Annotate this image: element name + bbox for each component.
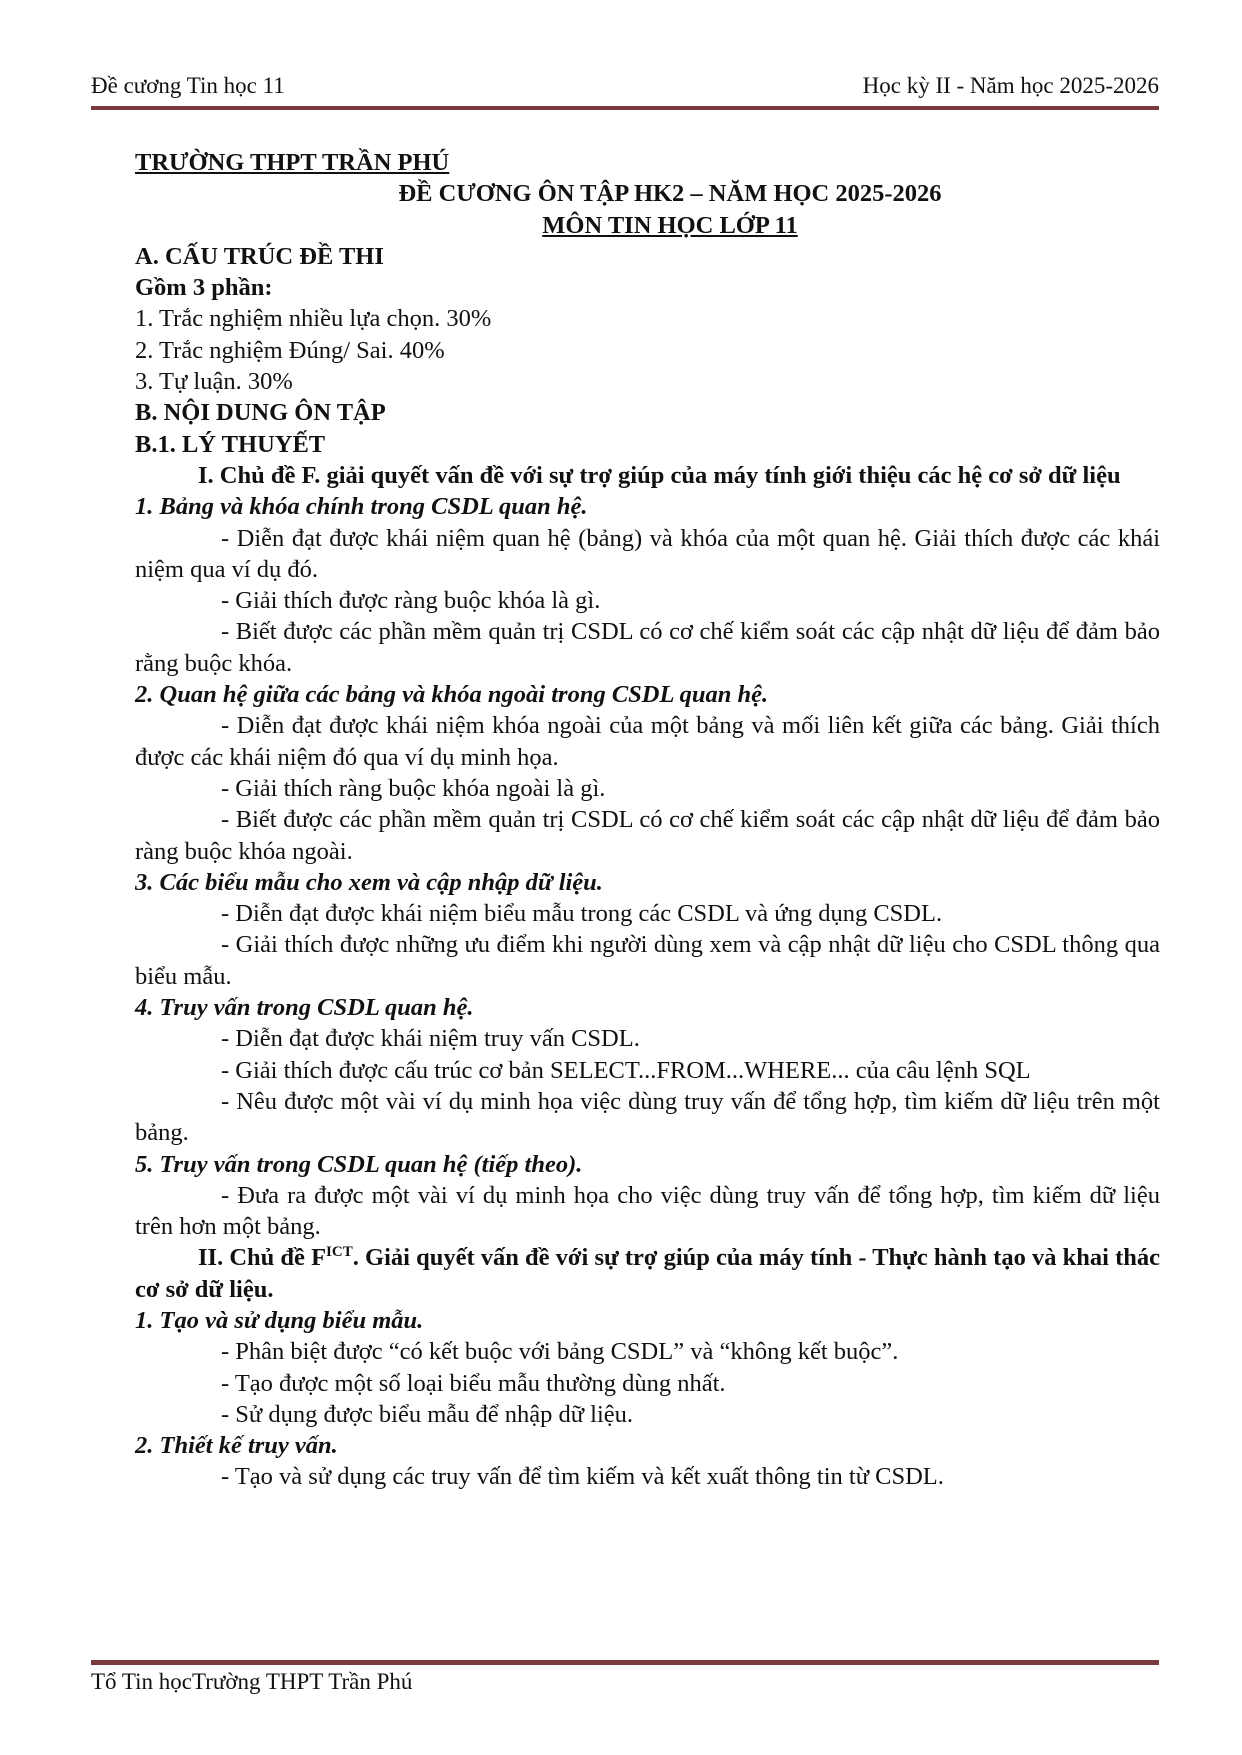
bullet-item: - Đưa ra được một vài ví dụ minh họa cho việc dùng truy vấn để tổng hợp, tìm kiếm dữ liệu trên hơn một bảng. bbox=[135, 1181, 1160, 1241]
parts-intro: Gồm 3 phần: bbox=[135, 274, 273, 302]
part-item: 3. Tự luận. 30% bbox=[135, 368, 293, 396]
topic-2-superscript: ICT bbox=[326, 1244, 353, 1261]
doc-subtitle: MÔN TIN HỌC LỚP 11 bbox=[542, 211, 798, 239]
section-a-heading: A. CẤU TRÚC ĐỀ THI bbox=[135, 242, 384, 270]
bullet-item: - Giải thích được những ưu điểm khi người dùng xem và cập nhật dữ liệu cho CSDL thông qua biểu mẫu. bbox=[135, 931, 1160, 990]
bullet-item: - Tạo và sử dụng các truy vấn để tìm kiếm và kết xuất thông tin từ CSDL. bbox=[221, 1463, 944, 1491]
bullet-item: - Tạo được một số loại biểu mẫu thường dùng nhất. bbox=[221, 1369, 726, 1397]
topic-2-prefix: II. Chủ đề F bbox=[198, 1244, 327, 1272]
lesson-heading: 2. Thiết kế truy vấn. bbox=[135, 1432, 338, 1460]
topic-2-suffix: . Giải quyết vấn đề với sự trợ giúp của máy tính - Thực hành tạo và khai thác cơ sở dữ liệu. bbox=[135, 1244, 1160, 1303]
footer-rule bbox=[91, 1660, 1159, 1665]
bullet-item: - Sử dụng được biểu mẫu để nhập dữ liệu. bbox=[221, 1400, 634, 1428]
doc-title: ĐỀ CƯƠNG ÔN TẬP HK2 – NĂM HỌC 2025-2026 bbox=[398, 180, 942, 208]
bullet-item: - Biết được các phần mềm quản trị CSDL có cơ chế kiểm soát các cập nhật dữ liệu để đảm bảo rằng buộc khóa. bbox=[135, 618, 1160, 677]
document-body bbox=[135, 147, 1160, 1493]
bullet-item: - Giải thích ràng buộc khóa ngoài là gì. bbox=[221, 774, 606, 802]
bullet-item: - Diễn đạt được khái niệm biểu mẫu trong các CSDL và ứng dụng CSDL. bbox=[221, 900, 943, 928]
part-item: 2. Trắc nghiệm Đúng/ Sai. 40% bbox=[135, 336, 445, 364]
lesson-heading: 4. Truy vấn trong CSDL quan hệ. bbox=[135, 994, 474, 1022]
bullet-item: - Diễn đạt được khái niệm quan hệ (bảng) và khóa của một quan hệ. Giải thích được các khái niệm qua ví dụ đó. bbox=[135, 524, 1160, 583]
footer-text: Tổ Tin họcTrường THPT Trần Phú bbox=[91, 1669, 413, 1694]
lesson-heading: 3. Các biểu mẫu cho xem và cập nhập dữ liệu. bbox=[135, 868, 603, 896]
header-right: Học kỳ II - Năm học 2025-2026 bbox=[862, 73, 1159, 98]
bullet-item: - Giải thích được ràng buộc khóa là gì. bbox=[221, 587, 601, 615]
bullet-item: - Diễn đạt được khái niệm khóa ngoài của một bảng và mối liên kết giữa các bảng. Giải thích được các khái niệm đó qua ví dụ minh họa. bbox=[135, 712, 1160, 771]
lesson-heading: 1. Bảng và khóa chính trong CSDL quan hệ. bbox=[135, 493, 588, 521]
bullet-item: - Diễn đạt được khái niệm truy vấn CSDL. bbox=[221, 1025, 640, 1053]
header-rule bbox=[91, 106, 1159, 110]
section-b-heading: B. NỘI DUNG ÔN TẬP bbox=[135, 399, 386, 427]
topic-2-heading bbox=[135, 1242, 1160, 1305]
lesson-heading: 5. Truy vấn trong CSDL quan hệ (tiếp theo). bbox=[135, 1150, 583, 1178]
lesson-heading: 2. Quan hệ giữa các bảng và khóa ngoài trong CSDL quan hệ. bbox=[135, 681, 769, 709]
school-name: TRƯỜNG THPT TRẦN PHÚ bbox=[135, 149, 450, 176]
bullet-item: - Giải thích được cấu trúc cơ bản SELECT...FROM...WHERE... của câu lệnh SQL bbox=[221, 1056, 1031, 1084]
bullet-item: - Biết được các phần mềm quản trị CSDL có cơ chế kiểm soát các cập nhật dữ liệu để đảm bảo ràng buộc khóa ngoài. bbox=[135, 806, 1160, 865]
header-left: Đề cương Tin học 11 bbox=[91, 73, 285, 98]
bullet-item: - Phân biệt được “có kết buộc với bảng CSDL” và “không kết buộc”. bbox=[221, 1338, 899, 1366]
part-item: 1. Trắc nghiệm nhiều lựa chọn. 30% bbox=[135, 305, 492, 333]
bullet-item: - Nêu được một vài ví dụ minh họa việc dùng truy vấn để tổng hợp, tìm kiếm dữ liệu trên một bảng. bbox=[135, 1087, 1160, 1147]
lesson-heading: 1. Tạo và sử dụng biểu mẫu. bbox=[135, 1306, 424, 1334]
topic-1-heading: I. Chủ đề F. giải quyết vấn đề với sự trợ giúp của máy tính giới thiệu các hệ cơ sở dữ liệu bbox=[198, 461, 1121, 489]
section-b1-heading: B.1. LÝ THUYẾT bbox=[135, 430, 326, 458]
